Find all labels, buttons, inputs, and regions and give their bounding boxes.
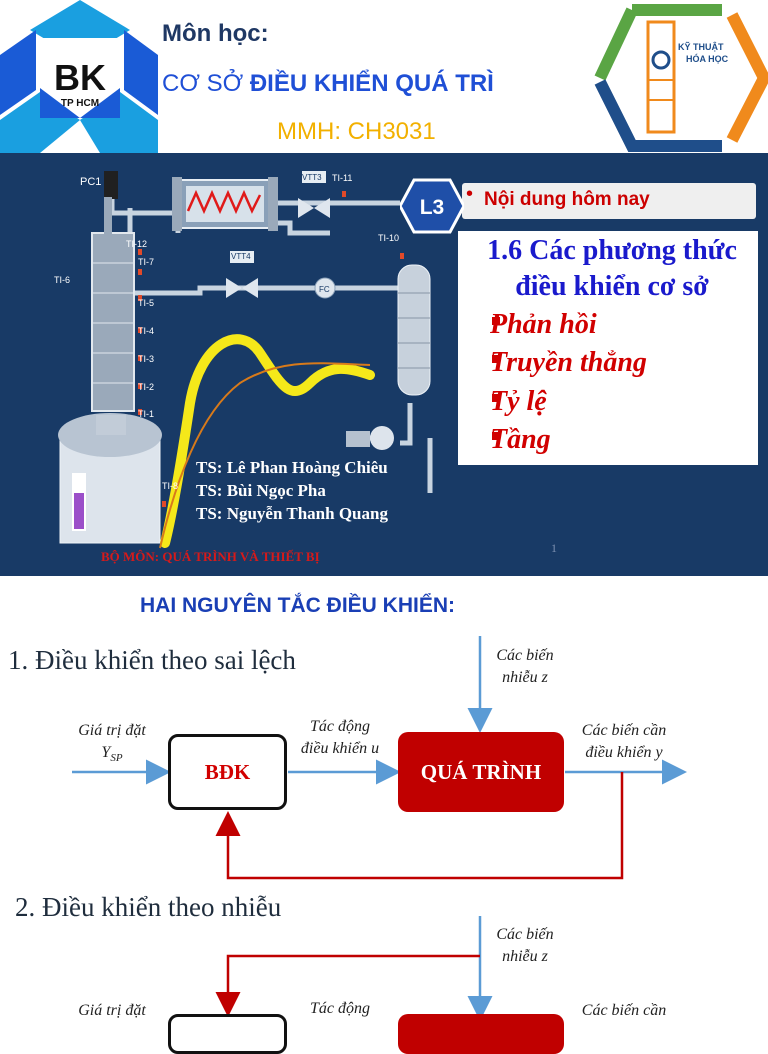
setpoint-label-2: Giá trị đặt — [78, 1002, 146, 1019]
disturbance-line-2: nhiễu z — [502, 948, 548, 965]
bullet-feedback: Phản hồi — [490, 309, 597, 340]
department-label: BỘ MÔN: QUÁ TRÌNH VÀ THIẾT BỊ — [101, 549, 320, 564]
logo-bk-subtext: TP HCM — [60, 98, 100, 109]
disturbance-label-2 — [470, 924, 580, 968]
label-vtt3: VTT3 — [302, 173, 322, 182]
chemical-engineering-logo — [592, 0, 768, 153]
setpoint-subscript: SP — [110, 752, 123, 765]
bk-university-logo — [0, 0, 160, 153]
method-1-title: 1. Điều khiển theo sai lệch — [8, 645, 296, 675]
course-label: Môn học: — [162, 20, 269, 47]
label-pc1: PC1 — [80, 176, 102, 188]
label-vtt4: VTT4 — [231, 252, 251, 261]
course-name — [162, 70, 494, 98]
course-code: MMH: CH3031 — [277, 118, 436, 145]
course-name-prefix: CƠ SỞ — [162, 70, 244, 97]
title-banner — [0, 153, 768, 576]
agenda-label: Nội dung hôm nay — [484, 189, 650, 210]
label-ti12: TI-12 — [126, 239, 148, 249]
label-ti5: TI-5 — [138, 298, 155, 308]
bullet-ratio: Tỷ lệ — [490, 386, 547, 417]
output-line-1: Các biến cần — [581, 722, 667, 739]
setpoint-line-1: Giá trị đặt — [78, 722, 146, 739]
label-ti8: TI-8 — [162, 481, 179, 491]
author-3: TS: Nguyễn Thanh Quang — [196, 504, 388, 523]
course-name-bold: ĐIỀU KHIỂN QUÁ TRÌ — [249, 70, 494, 97]
setpoint-label-1 — [52, 720, 172, 769]
setpoint-line-2 — [52, 742, 172, 769]
label-fc: FC — [319, 285, 330, 294]
action-label-2: Tác động — [310, 1000, 370, 1017]
output-label-1 — [566, 720, 682, 764]
author-1: TS: Lê Phan Hoàng Chiêu — [196, 458, 388, 477]
page-number: 1 — [551, 541, 557, 555]
setpoint-symbol: Y — [101, 744, 111, 761]
disturbance-label-1 — [470, 645, 580, 689]
disturbance-line-1: Các biến — [496, 926, 554, 943]
method-2-title: 2. Điều khiển theo nhiễu — [15, 892, 282, 922]
output-line-2: điều khiển y — [585, 744, 663, 761]
dept-logo-line1: KỸ THUẬT — [678, 42, 724, 52]
action-line-2: điều khiển u — [300, 740, 380, 757]
action-line-1: Tác động — [310, 718, 370, 735]
section-title: 1.6 Các phương thức điều khiển cơ sở — [487, 235, 737, 302]
bullet-cascade: Tầng — [490, 424, 551, 455]
label-ti4: TI-4 — [138, 326, 155, 336]
controller-block: BĐK — [168, 734, 287, 810]
label-ti6: TI-6 — [54, 275, 71, 285]
label-ti11: TI-11 — [332, 173, 353, 183]
block-diagrams — [0, 576, 768, 1024]
lesson-badge-label: L3 — [419, 196, 445, 219]
dept-logo-line2: HÓA HỌC — [686, 54, 729, 64]
action-label-1 — [284, 716, 396, 760]
disturbance-line-2: nhiễu z — [502, 669, 548, 686]
label-ti7: TI-7 — [138, 257, 155, 267]
label-ti1: TI-1 — [138, 409, 155, 419]
label-ti10: TI-10 — [378, 233, 400, 243]
lesson-badge — [400, 178, 464, 234]
process-block-partial — [398, 1014, 564, 1054]
slide-header — [0, 0, 768, 153]
agenda-bullet: • — [466, 183, 474, 205]
bullet-feedforward: Truyền thẳng — [490, 347, 647, 378]
principles-title: HAI NGUYÊN TẮC ĐIỀU KHIỂN: — [140, 594, 456, 617]
label-ti2: TI-2 — [138, 382, 155, 392]
output-label-2: Các biến cần — [581, 1002, 667, 1019]
controller-block-partial — [168, 1014, 287, 1054]
author-2: TS: Bùi Ngọc Pha — [196, 481, 326, 500]
process-block: QUÁ TRÌNH — [398, 732, 564, 812]
disturbance-line-1: Các biến — [496, 647, 554, 664]
logo-bk-text: BK — [54, 57, 106, 98]
label-ti3: TI-3 — [138, 354, 155, 364]
